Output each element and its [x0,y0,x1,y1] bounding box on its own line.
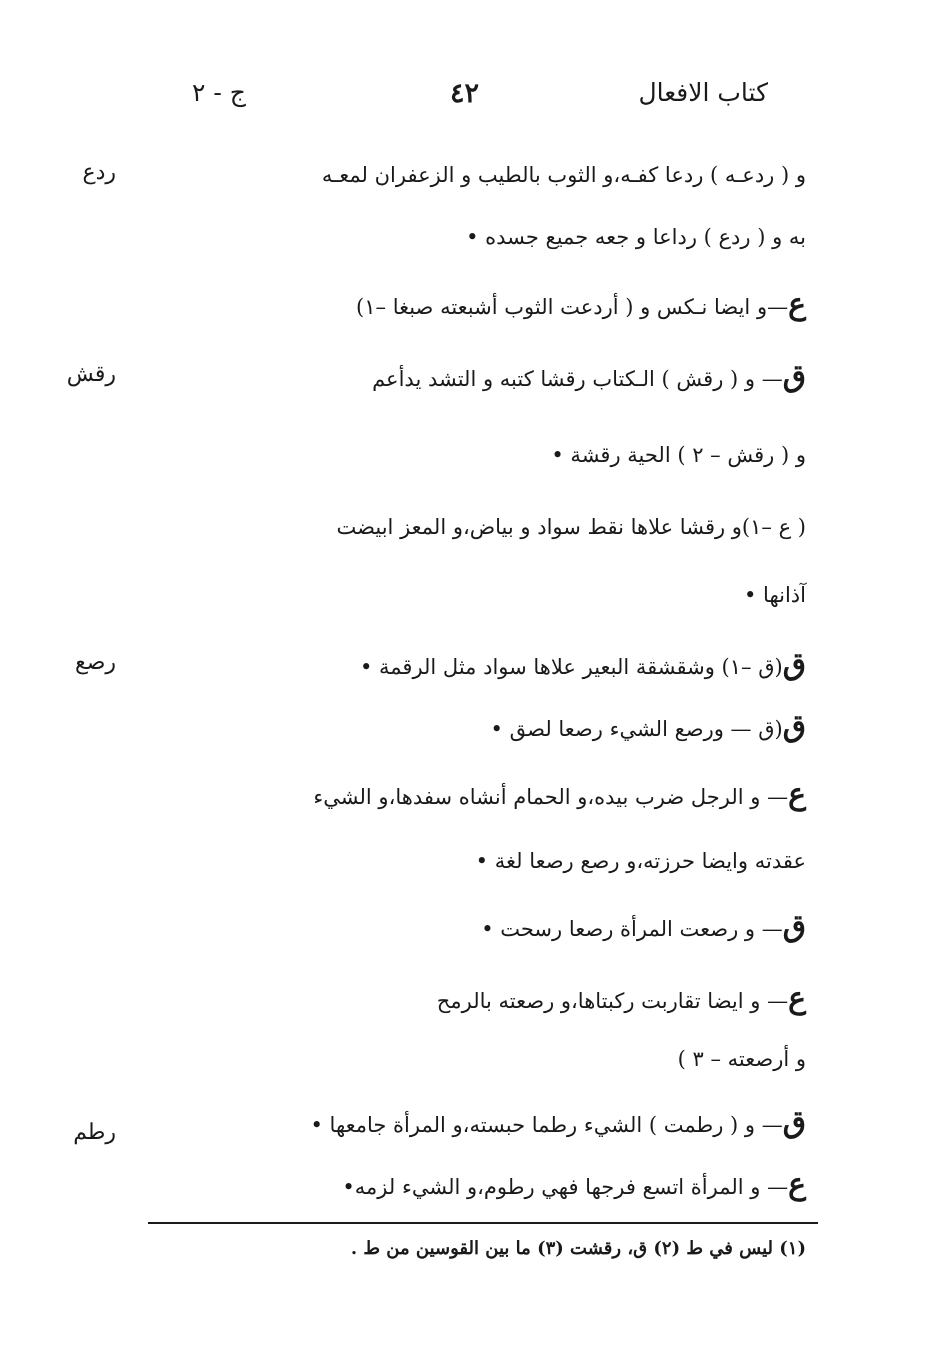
margin-root-raqash: رقش [66,362,116,387]
text-line [160,709,806,746]
text-line [160,287,806,324]
text-line [160,359,806,396]
volume-label: ج - ٢ [192,78,246,107]
running-title: كتاب الافعال [638,78,768,107]
text-line: به و ( ردع ) رداعا و جعه جميع جسده • [466,225,806,249]
source-mark: ق [782,359,806,394]
text-line [160,909,806,946]
source-mark: ق [782,1105,806,1140]
source-mark: ع [788,777,806,812]
text-line: و ( ردعـه ) ردعا كفـه،و الثوب بالطيب و الزعفران لمعـه [321,163,806,187]
text-line-body: — و ( رطمت ) الشيء رطما حبسته،و المرأة جامعها • [310,1113,783,1137]
margin-root-rada: ردع [82,160,116,185]
source-mark: ق [782,709,806,744]
source-mark: ق [782,909,806,944]
text-line-body: — و ايضا تقاربت ركبتاها،و رصعته بالرمح [436,989,789,1013]
text-line: عقدته وايضا حرزته،و رصع رصعا لغة • [475,849,806,873]
source-mark: ع [788,981,806,1016]
text-line-body: —و ايضا نـكس و ( أردعت الثوب أشبعته صبغا –١) [356,295,789,319]
text-line [160,981,806,1018]
text-line [160,1167,806,1204]
source-mark: ق [782,647,806,682]
margin-root-ratam: رطم [73,1120,116,1145]
source-mark: ع [788,1167,806,1202]
text-line: و ( رقش – ٢ ) الحية رقشة • [551,443,806,467]
text-line [160,777,806,814]
text-line-body: — و الرجل ضرب بيده،و الحمام أنشاه سفدها،و الشيء [313,785,789,809]
text-line-body: — و رصعت المرأة رصعا رسحت • [481,917,783,941]
page-number: ٤٢ [450,78,480,109]
text-line: ( ع –١)و رقشا علاها نقط سواد و بياض،و المعز ابيضت [336,515,806,539]
text-line-body: — و المرأة اتسع فرجها فهي رطوم،و الشيء لزمه• [342,1175,789,1199]
footnote-divider [148,1222,818,1224]
text-line-body: (ق — ورصع الشيء رصعا لصق • [490,717,783,741]
margin-root-rasa: رصع [74,650,116,675]
footnote: (١) ليس في ط (٢) ق، رقشت (٣) ما بين القوسين من ط . [350,1238,806,1259]
text-line [160,647,806,684]
text-line-body: — و ( رقش ) الـكتاب رقشا كتبه و التشد يدأعم [372,367,783,391]
text-line: آذانها • [743,583,806,607]
text-line-body: (ق –١) وشقشقة البعير علاها سواد مثل الرقمة • [359,655,783,679]
source-mark: ع [788,287,806,322]
text-line [160,1105,806,1142]
text-line: و أرصعته – ٣ ) [677,1047,806,1071]
